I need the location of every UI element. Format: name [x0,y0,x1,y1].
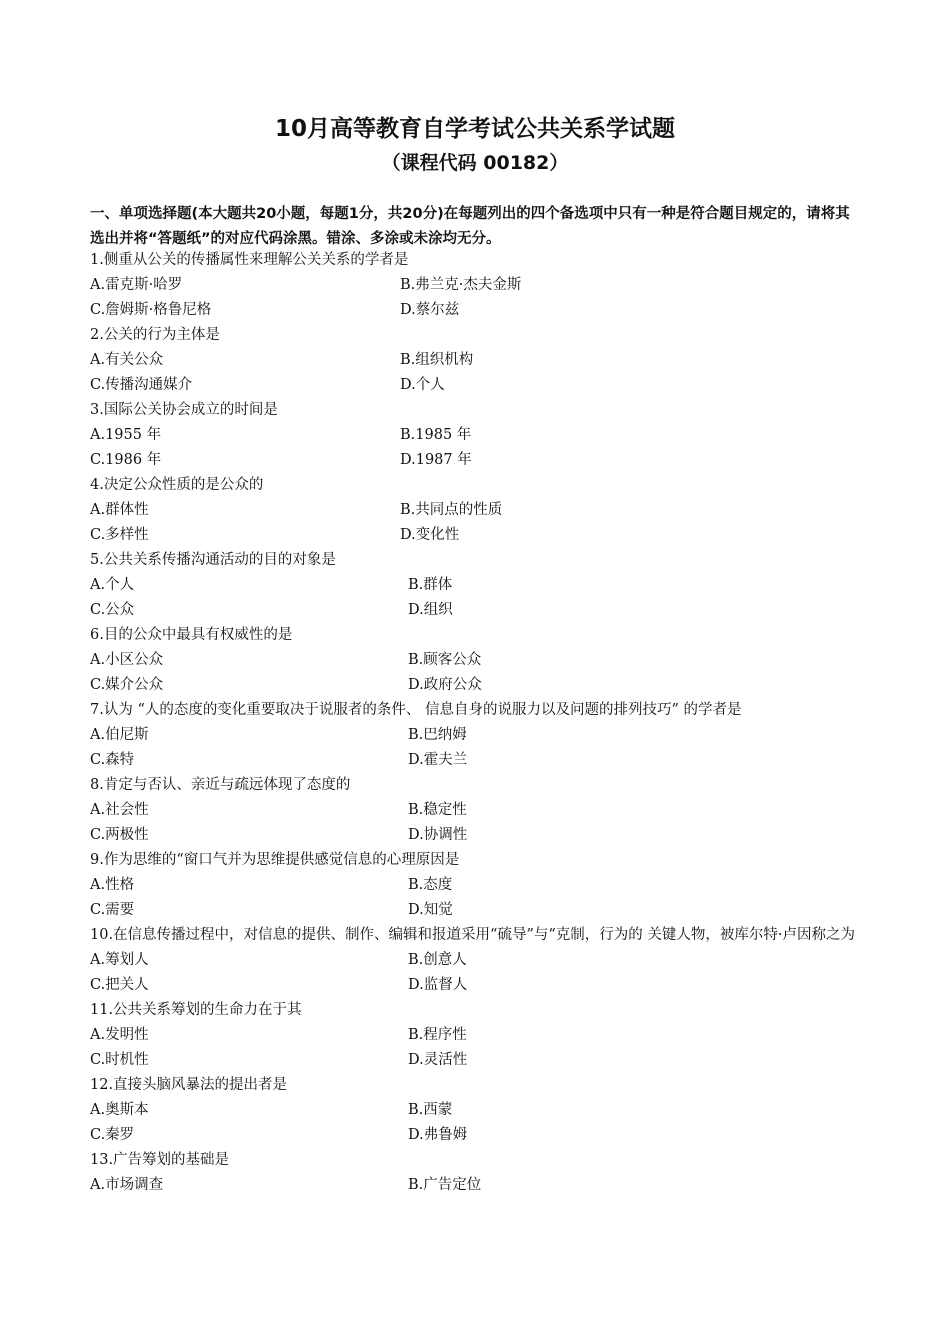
question-stem-text: 10.在信息传播过程中，对信息的提供、制作、编辑和报道采用“硫导”与“克制，行为的 关键人物，被库尔特·卢因称之为 [90,927,856,943]
option-row [90,598,865,623]
option-a: A.个人 [90,577,135,593]
option-row [90,1098,865,1123]
option-row [90,723,865,748]
option-b: B.程序性 [408,1027,467,1043]
option-d: D.变化性 [400,527,460,543]
option-b: B.创意人 [408,952,467,968]
option-row [90,748,865,773]
option-c: C.公众 [90,602,135,618]
option-row [90,898,865,923]
option-row [90,448,865,473]
option-row [90,423,865,448]
option-d: D.霍夫兰 [408,752,468,768]
question-stem [90,923,865,948]
option-b: B.稳定性 [408,802,467,818]
option-row [90,523,865,548]
option-d: D.组织 [408,602,453,618]
option-d: D.1987 年 [400,452,472,468]
page-title: 10月高等教育自学考试公共关系学试题 [274,116,675,142]
option-d: D.监督人 [408,977,468,993]
question-stem: 9.作为思维的“窗口气并为思维提供感觉信息的心理原因是 [90,852,460,868]
option-row [90,373,865,398]
option-row [90,823,865,848]
option-c: C.两极性 [90,827,149,843]
option-a: A.市场调查 [90,1177,164,1193]
option-a: A.发明性 [90,1027,149,1043]
option-row [90,573,865,598]
option-c: C.多样性 [90,527,149,543]
option-c: C.秦罗 [90,1127,135,1143]
question-list [90,248,865,1198]
question-stem: 8.肯定与否认、亲近与疏远体现了态度的 [90,777,351,793]
question-stem-text: 7.认为 “人的态度的变化重要取决于说服者的条件、 信息自身的说服力以及问题的排列技巧” 的学者是 [90,702,742,718]
option-a: A.奥斯本 [90,1102,149,1118]
option-row [90,298,865,323]
option-row [90,498,865,523]
option-c: C.需要 [90,902,135,918]
question-stem: 4.决定公众性质的是公众的 [90,477,264,493]
question-stem: 3.国际公关协会成立的时间是 [90,402,278,418]
option-row [90,798,865,823]
question-stem: 12.直接头脑风暴法的提出者是 [90,1077,288,1093]
option-c: C.把关人 [90,977,149,993]
option-a: A.性格 [90,877,135,893]
option-b: B.广告定位 [408,1177,482,1193]
question-stem: 5.公共关系传播沟通活动的目的对象是 [90,552,336,568]
option-row [90,348,865,373]
option-a: A.社会性 [90,802,149,818]
option-d: D.蔡尔兹 [400,302,460,318]
question-stem: 1.侧重从公关的传播属性来理解公关关系的学者是 [90,252,409,268]
option-c: C.时机性 [90,1052,149,1068]
option-a: A.伯尼斯 [90,727,149,743]
option-a: A.有关公众 [90,352,164,368]
question-stem: 13.广告筹划的基础是 [90,1152,230,1168]
option-b: B.弗兰克·杰夫金斯 [400,277,522,293]
option-d: D.政府公众 [408,677,482,693]
option-d: D.个人 [400,377,445,393]
option-row [90,1048,865,1073]
question-stem: 6.目的公众中最具有权威性的是 [90,627,293,643]
question-stem: 2.公关的行为主体是 [90,327,220,343]
option-a: A.雷克斯·哈罗 [90,277,183,293]
option-row [90,873,865,898]
option-b: B.态度 [408,877,453,893]
option-b: B.顾客公众 [408,652,482,668]
option-a: A.小区公众 [90,652,164,668]
option-a: A.1955 年 [90,427,162,443]
question-group [90,548,865,1198]
option-b: B.群体 [408,577,453,593]
option-row [90,273,865,298]
option-c: C.詹姆斯·格鲁尼格 [90,302,212,318]
option-d: D.知觉 [408,902,453,918]
option-c: C.媒介公众 [90,677,164,693]
option-c: C.森特 [90,752,135,768]
section-instructions: 一、单项选择题(本大题共20小题，每题1分，共20分)在每题列出的四个备选项中只有一种是符合题目规定的，请将其选出并将“答题纸”的对应代码涂黑。错涂、多涂或未涂均无分。 [90,206,850,247]
option-b: B.组织机构 [400,352,474,368]
option-d: D.协调性 [408,827,468,843]
option-row [90,973,865,998]
option-row [90,673,865,698]
option-b: B.共同点的性质 [400,502,503,518]
question-stem [90,698,865,723]
option-row [90,1123,865,1148]
option-row [90,1023,865,1048]
option-a: A.筹划人 [90,952,149,968]
option-row [90,648,865,673]
option-b: B.1985 年 [400,427,472,443]
option-d: D.灵活性 [408,1052,468,1068]
option-row [90,948,865,973]
option-row [90,1173,865,1198]
option-a: A.群体性 [90,502,149,518]
option-d: D.弗鲁姆 [408,1127,468,1143]
option-b: B.西蒙 [408,1102,453,1118]
option-b: B.巴纳姆 [408,727,467,743]
option-c: C.1986 年 [90,452,162,468]
question-stem: 11.公共关系筹划的生命力在于其 [90,1002,302,1018]
option-c: C.传播沟通媒介 [90,377,193,393]
course-code-subtitle: （课程代码 00182） [381,152,569,174]
